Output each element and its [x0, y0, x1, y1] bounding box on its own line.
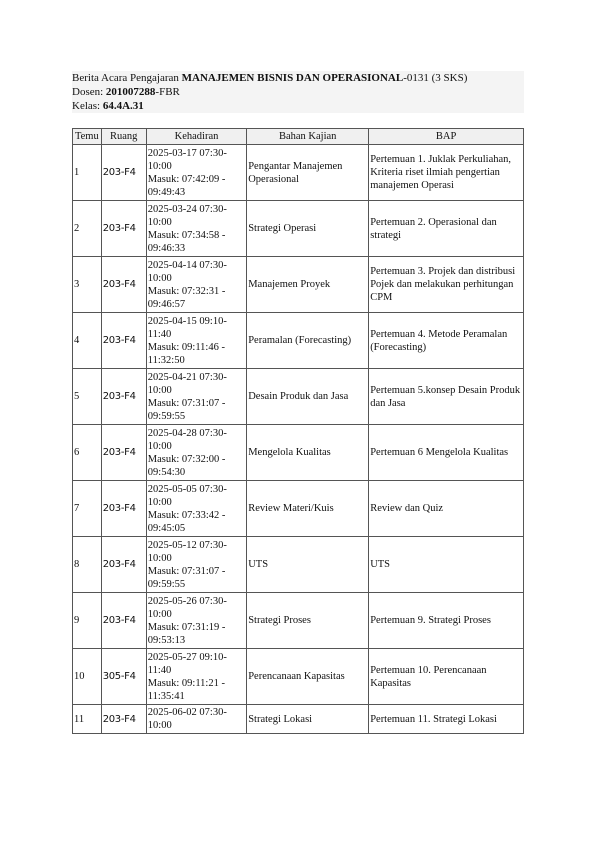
cell-kehadiran: [146, 201, 246, 257]
cell-kehadiran: [146, 369, 246, 425]
cell-bap: Pertemuan 2. Operasional dan strategi: [369, 201, 524, 257]
title-line: [72, 71, 524, 85]
cell-ruang: 203-F4: [101, 145, 146, 201]
cell-bap: UTS: [369, 537, 524, 593]
table-row: [73, 313, 524, 369]
jadwal: 2025-05-05 07:30-10:00: [147, 483, 227, 508]
kelas-value: 64.4A.31: [102, 100, 144, 112]
col-header-temu: Temu: [73, 129, 102, 145]
cell-bap: Pertemuan 9. Strategi Proses: [369, 593, 524, 649]
col-header-bap: BAP: [369, 129, 524, 145]
masuk: Masuk: 07:31:07 - 09:59:55: [147, 397, 226, 422]
cell-bahan-kajian: Manajemen Proyek: [247, 257, 369, 313]
cell-temu: 5: [73, 369, 102, 425]
cell-temu: 11: [73, 705, 102, 734]
cell-bahan-kajian: Strategi Operasi: [247, 201, 369, 257]
dosen-suffix: -FBR: [155, 86, 180, 98]
cell-kehadiran: [146, 481, 246, 537]
cell-kehadiran: [146, 145, 246, 201]
cell-ruang: 203-F4: [101, 201, 146, 257]
cell-temu: 7: [73, 481, 102, 537]
col-header-bahan-kajian: Bahan Kajian: [247, 129, 369, 145]
cell-kehadiran: [146, 425, 246, 481]
cell-kehadiran: [146, 257, 246, 313]
masuk: Masuk: 07:34:58 - 09:46:33: [147, 229, 226, 254]
jadwal: 2025-04-15 09:10-11:40: [147, 315, 227, 340]
cell-temu: 1: [73, 145, 102, 201]
table-row: [73, 145, 524, 201]
table-row: [73, 537, 524, 593]
col-header-kehadiran: Kehadiran: [146, 129, 246, 145]
dosen-id: 201007288: [105, 86, 156, 98]
cell-bap: Review dan Quiz: [369, 481, 524, 537]
kelas-label: Kelas:: [72, 100, 103, 112]
jadwal: 2025-05-26 07:30-10:00: [147, 595, 227, 620]
jadwal: 2025-05-12 07:30-10:00: [147, 539, 227, 564]
masuk: Masuk: 07:32:00 - 09:54:30: [147, 453, 226, 478]
kelas-line: [72, 99, 524, 113]
cell-temu: 2: [73, 201, 102, 257]
cell-temu: 9: [73, 593, 102, 649]
masuk: Masuk: 07:33:42 - 09:45:05: [147, 509, 226, 534]
table-row: [73, 425, 524, 481]
cell-bahan-kajian: Peramalan (Forecasting): [247, 313, 369, 369]
col-header-ruang: Ruang: [101, 129, 146, 145]
document-header: [72, 71, 524, 113]
cell-temu: 3: [73, 257, 102, 313]
jadwal: 2025-06-02 07:30-10:00: [147, 707, 227, 731]
dosen-line: [72, 85, 524, 99]
cell-bap: Pertemuan 10. Perencanaan Kapasitas: [369, 649, 524, 705]
cell-ruang: 203-F4: [101, 481, 146, 537]
cell-bap: Pertemuan 11. Strategi Lokasi: [369, 705, 524, 734]
cell-bap: Pertemuan 6 Mengelola Kualitas: [369, 425, 524, 481]
cell-ruang: 203-F4: [101, 537, 146, 593]
cell-kehadiran: [146, 593, 246, 649]
masuk: Masuk: 07:42:09 - 09:49:43: [147, 173, 226, 198]
masuk: Masuk: 07:32:31 - 09:46:57: [147, 285, 226, 310]
cell-temu: 6: [73, 425, 102, 481]
masuk: Masuk: 09:11:21 - 11:35:41: [147, 677, 225, 702]
cell-ruang: 305-F4: [101, 649, 146, 705]
attendance-table: [72, 128, 524, 734]
cell-bahan-kajian: Perencanaan Kapasitas: [247, 649, 369, 705]
course-name: MANAJEMEN BISNIS DAN OPERASIONAL: [181, 72, 404, 84]
cell-bahan-kajian: Desain Produk dan Jasa: [247, 369, 369, 425]
table-row: [73, 481, 524, 537]
cell-bahan-kajian: Strategi Lokasi: [247, 705, 369, 734]
masuk: Masuk: 07:31:19 - 09:53:13: [147, 621, 226, 646]
cell-ruang: 203-F4: [101, 705, 146, 734]
jadwal: 2025-03-24 07:30-10:00: [147, 203, 227, 228]
cell-ruang: 203-F4: [101, 593, 146, 649]
table-row: [73, 201, 524, 257]
cell-bap: Pertemuan 5.konsep Desain Produk dan Jasa: [369, 369, 524, 425]
cell-ruang: 203-F4: [101, 369, 146, 425]
table-row: [73, 593, 524, 649]
table-row: [73, 257, 524, 313]
title-prefix: Berita Acara Pengajaran: [72, 72, 182, 84]
masuk: Masuk: 09:11:46 - 11:32:50: [147, 341, 225, 366]
cell-kehadiran: [146, 537, 246, 593]
table-row: [73, 705, 524, 734]
table-row: [73, 369, 524, 425]
cell-temu: 10: [73, 649, 102, 705]
jadwal: 2025-04-14 07:30-10:00: [147, 259, 227, 284]
jadwal: 2025-05-27 09:10-11:40: [147, 651, 227, 676]
cell-ruang: 203-F4: [101, 425, 146, 481]
cell-ruang: 203-F4: [101, 313, 146, 369]
course-code: -0131 (3 SKS): [403, 72, 468, 84]
masuk: Masuk: 07:31:07 - 09:59:55: [147, 565, 226, 590]
table-header-row: [73, 129, 524, 145]
cell-bahan-kajian: UTS: [247, 537, 369, 593]
cell-bahan-kajian: Strategi Proses: [247, 593, 369, 649]
table-row: [73, 649, 524, 705]
cell-kehadiran: [146, 649, 246, 705]
cell-bahan-kajian: Review Materi/Kuis: [247, 481, 369, 537]
cell-temu: 4: [73, 313, 102, 369]
jadwal: 2025-04-21 07:30-10:00: [147, 371, 227, 396]
cell-kehadiran: [146, 705, 246, 734]
jadwal: 2025-03-17 07:30-10:00: [147, 147, 227, 172]
cell-bap: Pertemuan 4. Metode Peramalan (Forecasting): [369, 313, 524, 369]
cell-ruang: 203-F4: [101, 257, 146, 313]
cell-temu: 8: [73, 537, 102, 593]
dosen-label: Dosen:: [72, 86, 106, 98]
cell-bap: Pertemuan 3. Projek dan distribusi Pojek dan melakukan perhitungan CPM: [369, 257, 524, 313]
jadwal: 2025-04-28 07:30-10:00: [147, 427, 227, 452]
cell-bahan-kajian: Mengelola Kualitas: [247, 425, 369, 481]
cell-kehadiran: [146, 313, 246, 369]
cell-bahan-kajian: Pengantar Manajemen Operasional: [247, 145, 369, 201]
cell-bap: Pertemuan 1. Juklak Perkuliahan, Kriteria riset ilmiah pengertian manajemen Operasi: [369, 145, 524, 201]
